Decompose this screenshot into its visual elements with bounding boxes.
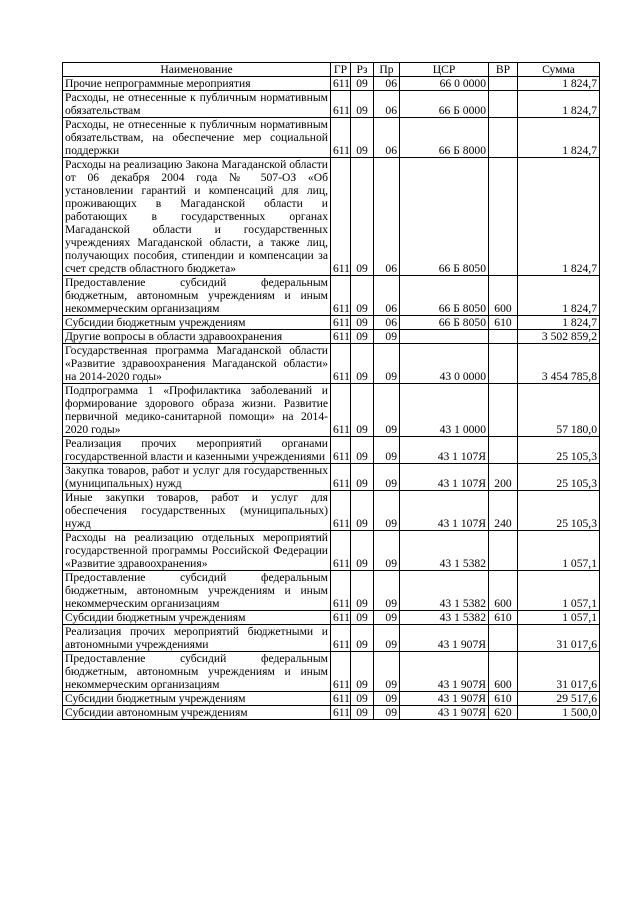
table-row <box>63 611 600 625</box>
cell-sum: 25 105,3 <box>518 437 600 464</box>
cell-pr: 09 <box>374 437 400 464</box>
cell-sum: 25 105,3 <box>518 491 600 531</box>
cell-name: Закупка товаров, работ и услуг для государственных (муниципальных) нужд <box>63 464 331 491</box>
cell-csr: 43 1 907Я <box>400 692 489 706</box>
cell-name: Прочие непрограммные мероприятия <box>63 77 331 91</box>
cell-vr <box>489 437 518 464</box>
cell-pr: 06 <box>374 276 400 316</box>
table-row <box>63 77 600 91</box>
cell-gr: 611 <box>331 464 351 491</box>
cell-rz: 09 <box>351 625 374 652</box>
cell-vr: 620 <box>489 706 518 720</box>
cell-pr: 09 <box>374 491 400 531</box>
cell-csr: 66 Б 8050 <box>400 276 489 316</box>
cell-gr: 611 <box>331 571 351 611</box>
table-row <box>63 316 600 330</box>
cell-pr: 06 <box>374 316 400 330</box>
cell-name: Субсидии бюджетным учреждениям <box>63 692 331 706</box>
cell-name: Реализация прочих мероприятий бюджетными и автономными учреждениями <box>63 625 331 652</box>
cell-gr: 611 <box>331 344 351 384</box>
cell-pr: 09 <box>374 330 400 344</box>
cell-pr: 09 <box>374 706 400 720</box>
cell-rz: 09 <box>351 571 374 611</box>
cell-gr: 611 <box>331 77 351 91</box>
cell-csr: 43 1 5382 <box>400 531 489 571</box>
cell-rz: 09 <box>351 652 374 692</box>
cell-pr: 06 <box>374 91 400 118</box>
cell-sum: 1 824,7 <box>518 91 600 118</box>
document-page <box>62 62 599 720</box>
cell-name: Субсидии автономным учреждениям <box>63 706 331 720</box>
cell-vr <box>489 330 518 344</box>
cell-rz: 09 <box>351 330 374 344</box>
cell-sum: 1 824,7 <box>518 77 600 91</box>
cell-rz: 09 <box>351 77 374 91</box>
table-row <box>63 118 600 158</box>
cell-vr: 600 <box>489 652 518 692</box>
header-sum: Сумма <box>518 63 600 77</box>
header-vr: ВР <box>489 63 518 77</box>
cell-vr <box>489 91 518 118</box>
table-row <box>63 384 600 437</box>
table-row <box>63 531 600 571</box>
cell-csr: 43 1 107Я <box>400 464 489 491</box>
cell-gr: 611 <box>331 437 351 464</box>
cell-name: Государственная программа Магаданской области «Развитие здравоохранения Магаданской области» на 2014-2020 годы» <box>63 344 331 384</box>
table-row <box>63 464 600 491</box>
cell-name: Подпрограмма 1 «Профилактика заболеваний и формирование здорового образа жизни. Развитие первичной медико-санитарной помощи» на 2014-2020 годы» <box>63 384 331 437</box>
header-name: Наименование <box>63 63 331 77</box>
cell-csr: 43 1 907Я <box>400 625 489 652</box>
cell-sum: 31 017,6 <box>518 652 600 692</box>
cell-gr: 611 <box>331 384 351 437</box>
cell-rz: 09 <box>351 158 374 276</box>
table-row <box>63 437 600 464</box>
cell-vr: 600 <box>489 571 518 611</box>
table-row <box>63 692 600 706</box>
cell-vr <box>489 625 518 652</box>
cell-gr: 611 <box>331 330 351 344</box>
cell-rz: 09 <box>351 384 374 437</box>
cell-name: Реализация прочих мероприятий органами государственной власти и казенными учреждениями <box>63 437 331 464</box>
cell-rz: 09 <box>351 491 374 531</box>
cell-csr: 66 Б 8050 <box>400 158 489 276</box>
header-pr: Пр <box>374 63 400 77</box>
table-row <box>63 91 600 118</box>
cell-name: Иные закупки товаров, работ и услуг для обеспечения государственных (муниципальных) нужд <box>63 491 331 531</box>
cell-name: Расходы на реализацию Закона Магаданской области от 06 декабря 2004 года № 507-ОЗ «Об установлении гарантий и компенсаций для лиц, проживающих в Магаданской области и работающих в государственных органах Магаданской области и государственных учреждениях Магаданской области, а также лиц, получающих пособия, стипендии и компенсации за счет средств областного бюджета» <box>63 158 331 276</box>
cell-gr: 611 <box>331 491 351 531</box>
cell-sum: 29 517,6 <box>518 692 600 706</box>
cell-sum: 3 454 785,8 <box>518 344 600 384</box>
cell-gr: 611 <box>331 91 351 118</box>
cell-name: Субсидии бюджетным учреждениям <box>63 611 331 625</box>
cell-pr: 09 <box>374 384 400 437</box>
cell-vr <box>489 384 518 437</box>
table-row <box>63 491 600 531</box>
cell-vr <box>489 118 518 158</box>
cell-pr: 09 <box>374 464 400 491</box>
cell-vr: 240 <box>489 491 518 531</box>
cell-sum: 3 502 859,2 <box>518 330 600 344</box>
cell-rz: 09 <box>351 531 374 571</box>
cell-sum: 1 824,7 <box>518 158 600 276</box>
cell-name: Расходы, не отнесенные к публичным нормативным обязательствам, на обеспечение мер социальной поддержки <box>63 118 331 158</box>
cell-csr: 43 1 5382 <box>400 571 489 611</box>
table-header-row <box>63 63 600 77</box>
cell-name: Субсидии бюджетным учреждениям <box>63 316 331 330</box>
table-row <box>63 706 600 720</box>
cell-pr: 09 <box>374 692 400 706</box>
cell-gr: 611 <box>331 118 351 158</box>
cell-rz: 09 <box>351 344 374 384</box>
cell-gr: 611 <box>331 316 351 330</box>
cell-pr: 06 <box>374 158 400 276</box>
cell-csr <box>400 330 489 344</box>
cell-sum: 1 824,7 <box>518 316 600 330</box>
cell-csr: 43 1 0000 <box>400 384 489 437</box>
cell-pr: 06 <box>374 77 400 91</box>
header-rz: Рз <box>351 63 374 77</box>
cell-pr: 06 <box>374 118 400 158</box>
cell-pr: 09 <box>374 611 400 625</box>
cell-rz: 09 <box>351 276 374 316</box>
cell-rz: 09 <box>351 611 374 625</box>
cell-sum: 1 057,1 <box>518 571 600 611</box>
cell-pr: 09 <box>374 571 400 611</box>
table-row <box>63 158 600 276</box>
cell-vr: 610 <box>489 611 518 625</box>
cell-gr: 611 <box>331 706 351 720</box>
cell-gr: 611 <box>331 692 351 706</box>
cell-rz: 09 <box>351 118 374 158</box>
cell-csr: 66 Б 8050 <box>400 316 489 330</box>
cell-pr: 09 <box>374 344 400 384</box>
cell-name: Другие вопросы в области здравоохранения <box>63 330 331 344</box>
table-row <box>63 625 600 652</box>
cell-rz: 09 <box>351 692 374 706</box>
cell-vr: 200 <box>489 464 518 491</box>
table-row <box>63 276 600 316</box>
cell-name: Предоставление субсидий федеральным бюджетным, автономным учреждениям и иным некоммерческим организациям <box>63 571 331 611</box>
cell-gr: 611 <box>331 158 351 276</box>
cell-csr: 43 1 107Я <box>400 437 489 464</box>
cell-csr: 66 0 0000 <box>400 77 489 91</box>
cell-gr: 611 <box>331 611 351 625</box>
cell-gr: 611 <box>331 625 351 652</box>
budget-table <box>62 62 600 720</box>
cell-csr: 66 Б 0000 <box>400 91 489 118</box>
cell-name: Предоставление субсидий федеральным бюджетным, автономным учреждениям и иным некоммерческим организациям <box>63 276 331 316</box>
cell-vr: 600 <box>489 276 518 316</box>
cell-sum: 1 824,7 <box>518 276 600 316</box>
table-row <box>63 571 600 611</box>
cell-vr: 610 <box>489 316 518 330</box>
cell-csr: 43 1 5382 <box>400 611 489 625</box>
cell-csr: 43 1 107Я <box>400 491 489 531</box>
cell-csr: 43 1 907Я <box>400 706 489 720</box>
cell-csr: 43 0 0000 <box>400 344 489 384</box>
table-row <box>63 330 600 344</box>
cell-name: Расходы, не отнесенные к публичным нормативным обязательствам <box>63 91 331 118</box>
table-row <box>63 652 600 692</box>
cell-rz: 09 <box>351 464 374 491</box>
cell-sum: 1 057,1 <box>518 611 600 625</box>
cell-vr: 610 <box>489 692 518 706</box>
cell-pr: 09 <box>374 531 400 571</box>
cell-name: Предоставление субсидий федеральным бюджетным, автономным учреждениям и иным некоммерческим организациям <box>63 652 331 692</box>
cell-gr: 611 <box>331 276 351 316</box>
cell-csr: 66 Б 8000 <box>400 118 489 158</box>
cell-sum: 1 824,7 <box>518 118 600 158</box>
header-gr: ГР <box>331 63 351 77</box>
cell-vr <box>489 344 518 384</box>
cell-vr <box>489 531 518 571</box>
cell-vr <box>489 77 518 91</box>
cell-rz: 09 <box>351 706 374 720</box>
cell-name: Расходы на реализацию отдельных мероприятий государственной программы Российской Федерации «Развитие здравоохранения» <box>63 531 331 571</box>
cell-sum: 1 057,1 <box>518 531 600 571</box>
cell-pr: 09 <box>374 625 400 652</box>
cell-gr: 611 <box>331 652 351 692</box>
cell-pr: 09 <box>374 652 400 692</box>
cell-sum: 25 105,3 <box>518 464 600 491</box>
cell-sum: 57 180,0 <box>518 384 600 437</box>
cell-vr <box>489 158 518 276</box>
table-body <box>63 77 600 720</box>
cell-sum: 1 500,0 <box>518 706 600 720</box>
cell-rz: 09 <box>351 437 374 464</box>
cell-rz: 09 <box>351 91 374 118</box>
cell-sum: 31 017,6 <box>518 625 600 652</box>
table-row <box>63 344 600 384</box>
cell-rz: 09 <box>351 316 374 330</box>
header-csr: ЦСР <box>400 63 489 77</box>
cell-gr: 611 <box>331 531 351 571</box>
cell-csr: 43 1 907Я <box>400 652 489 692</box>
